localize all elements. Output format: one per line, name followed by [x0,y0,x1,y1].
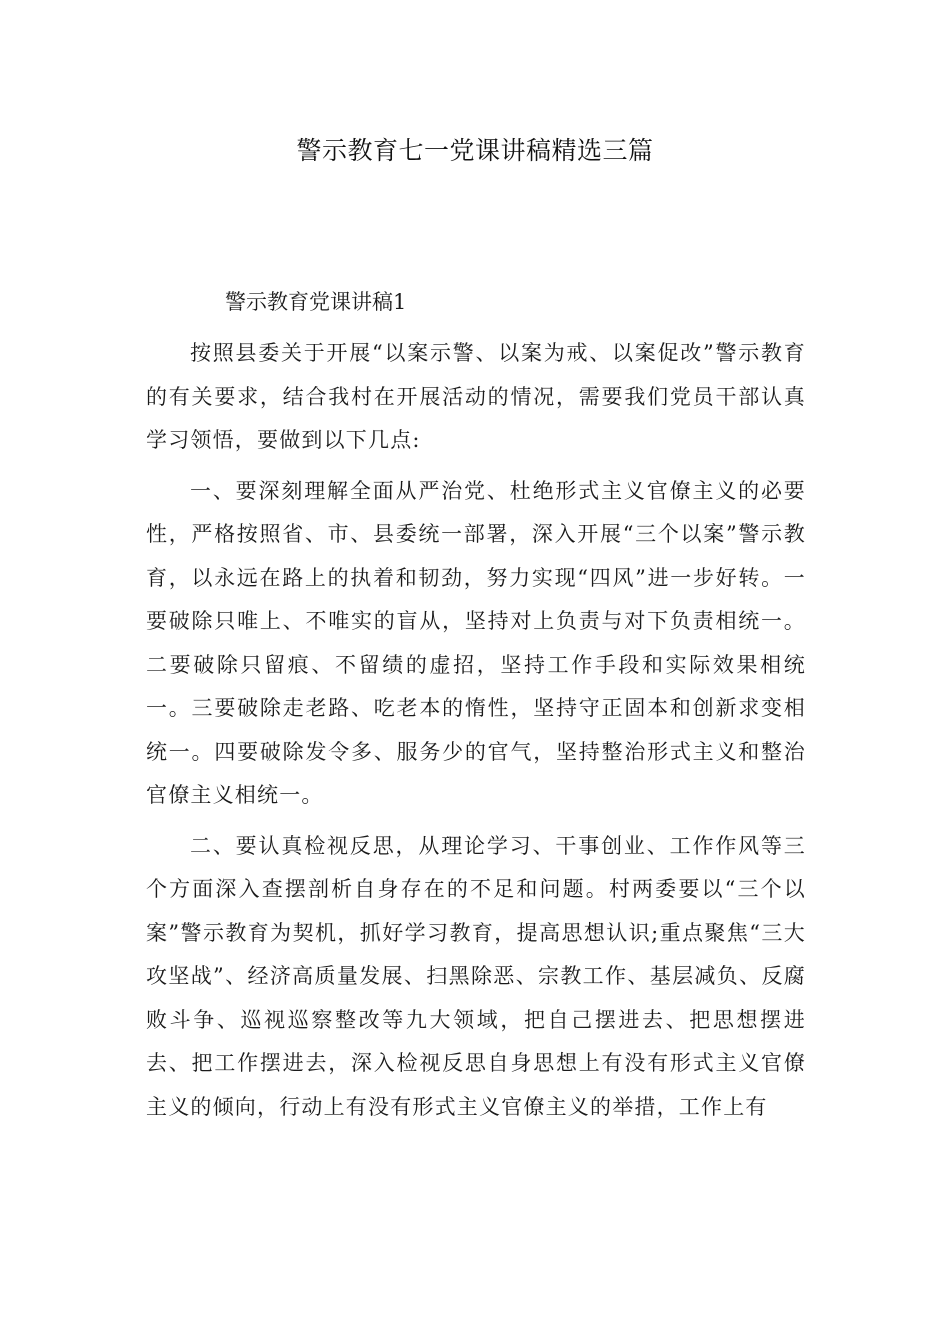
document-body [146,332,806,1136]
paragraph: 按照县委关于开展“以案示警、以案为戒、以案促改”警示教育的有关要求，结合我村在开展活动的情况，需要我们党员干部认真学习领悟，要做到以下几点: [146,341,806,452]
document-title: 警示教育七一党课讲稿精选三篇 [296,136,654,165]
section-heading: 警示教育党课讲稿1 [225,290,407,314]
paragraph: 二、要认真检视反思，从理论学习、干事创业、工作作风等三个方面深入查摆剖析自身存在的不足和问题。村两委要以“三个以案”警示教育为契机，抓好学习教育，提高思想认识;重点聚焦“三大攻坚战”、经济高质量发展、扫黑除恶、宗教工作、基层减负、反腐败斗争、巡视巡察整改等九大领域，把自己摆进去、把思想摆进去、把工作摆进去，深入检视反思自身思想上有没有形式主义官僚主义的倾向，行动上有没有形式主义官僚主义的举措，工作上有 [146,833,806,1119]
paragraph: 一、要深刻理解全面从严治党、杜绝形式主义官僚主义的必要性，严格按照省、市、县委统一部署，深入开展“三个以案”警示教育，以永远在路上的执着和韧劲，努力实现“四风”进一步好转。一要破除只唯上、不唯实的盲从，坚持对上负责与对下负责相统一。二要破除只留痕、不留绩的虚招，坚持工作手段和实际效果相统一。三要破除走老路、吃老本的惰性，坚持守正固本和创新求变相统一。四要破除发令多、服务少的官气，坚持整治形式主义和整治官僚主义相统一。 [146,478,806,807]
